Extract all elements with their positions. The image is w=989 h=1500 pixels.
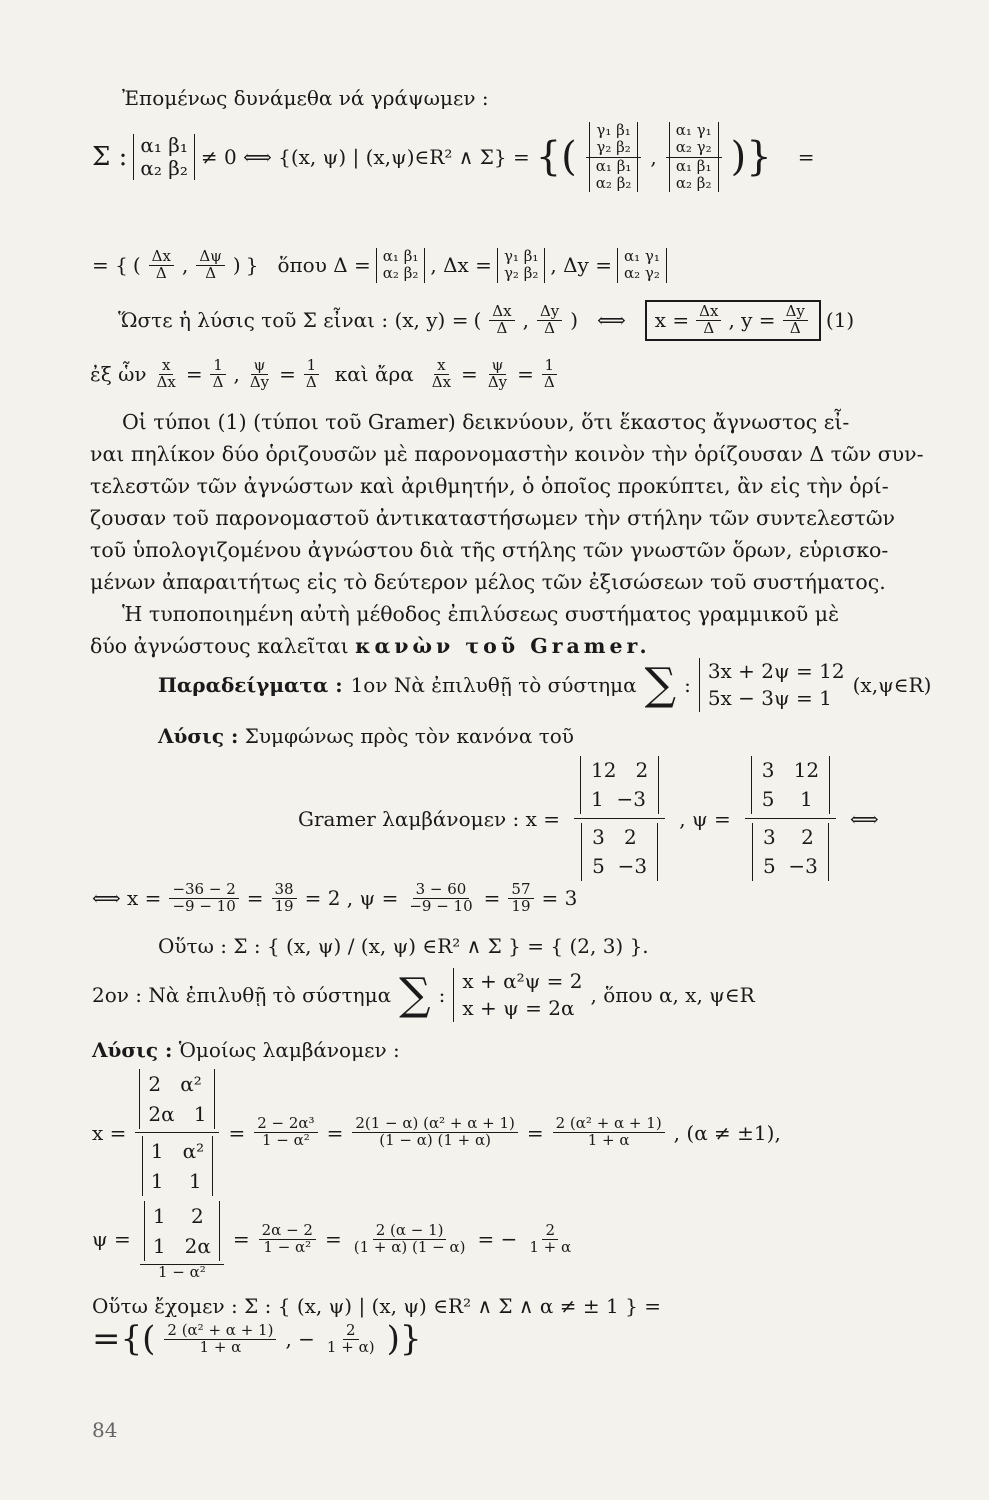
det-row: α₁ β₁: [595, 156, 632, 175]
sum-symbol: ∑: [399, 969, 431, 1020]
rule-name: κανὼν τοῦ Gramer.: [355, 634, 651, 658]
paragraph-line: Ἡ τυποποιημένη αὐτὴ μέθοδος ἐπιλύσεως συστήματος γραμμικοῦ μὲ: [122, 602, 840, 626]
example-text: 1ον Νὰ ἐπιλυθῇ τὸ σύστημα: [350, 673, 637, 697]
determinant: α₁ β₁ α₂ β₂: [376, 248, 426, 283]
condition: , (α ≠ ±1),: [673, 1120, 781, 1145]
set-open: = {: [92, 253, 128, 278]
conclusion-2: Οὕτω ἔχομεν : Σ : { (x, ψ) | (x, ψ) ∈R² ∧ Σ ∧ α ≠ ± 1 } =: [92, 1294, 661, 1318]
det-row: α₁ γ₁: [675, 121, 712, 139]
fraction: $\frac{\Delta y}{\Delta}$: [537, 304, 562, 337]
det-row: α₂ β₂: [140, 156, 188, 180]
solution-2-x: x = 2 α² 2α 1 1 α² 1 1 = $\frac{\text{2 − 2α³}}{\text{1 − α²}}$ = $\frac{\text{2(1 − α) (α² + α + 1)}}{(1 - \alpha) (1 + \alpha)}$ = $\frac{\text{2 (α² + α + 1)}}{1 + \alpha}$ , (α ≠ ±1),: [92, 1066, 781, 1199]
intro-line: Ἐπομένως δυνάμεθα νά γράψωμεν :: [122, 86, 489, 110]
fraction: 1 2 1 2α 1 − α²: [140, 1198, 224, 1281]
system: x + α²ψ = 2 x + ψ = 2α: [453, 968, 582, 1022]
psi-label: , ψ =: [679, 806, 731, 831]
equation-text: ≠ 0 ⟺ {(x, ψ) | (x,ψ)∈R² ∧ Σ} =: [200, 145, 530, 169]
paragraph-line: [90, 634, 960, 658]
paragraph-line: Οἱ τύποι (1) (τύποι τοῦ Gramer) δεικνύουν, ὅτι ἕκαστος ἄγνωστος εἶ-: [122, 410, 850, 434]
det-row: α₂ β₂: [595, 173, 632, 192]
sum-symbol: ∑: [644, 659, 677, 710]
set-close: }: [245, 253, 259, 278]
example-text: 2ον : Νὰ ἐπιλυθῇ τὸ σύστημα: [92, 983, 392, 1007]
solution-label: Λύσις :: [92, 1038, 173, 1062]
fraction: [666, 122, 722, 192]
sigma-label: Σ :: [92, 142, 128, 172]
paragraph-line: τελεστῶν τῶν ἀγνώστων καὶ ἀριθμητήν, ὁ ὁποῖος προκύπτει, ἂν εἰς τὴν ὁρί-: [90, 474, 889, 498]
dy-label: , Δy =: [550, 253, 612, 278]
gramer-equation: [298, 752, 879, 885]
fraction: 2 α² 2α 1 1 α² 1 1: [135, 1066, 219, 1199]
solution-text: Ὁμοίως λαμβάνομεν :: [178, 1038, 400, 1062]
determinant: γ₁ β₁ γ₂ β₂: [497, 248, 545, 283]
paragraph-line: ζουσαν τοῦ παρονομαστοῦ ἀντικαταστήσωμεν τὴν στήλην τῶν συντελεστῶν: [90, 506, 896, 530]
example-2: 2ον : Νὰ ἐπιλυθῇ τὸ σύστημα ∑ : x + α²ψ = 2 x + ψ = 2α , ὅπου α, x, ψ∈R: [92, 969, 755, 1020]
close-brace: )}: [730, 134, 772, 180]
fraction: [586, 122, 642, 192]
paragraph-text: δύο ἀγνώστους καλεῖται: [90, 634, 349, 658]
solution-1-line: [158, 724, 574, 748]
final-set: ={( $\frac{\text{2 (α² + α + 1)}}{1 + \alpha}$ , − $\frac{2}{1 + \alpha)}$ )}: [92, 1319, 422, 1359]
paragraph-line: μένων ἀπαραιτήτως εἰς τὸ δεύτερον μέλος τῶν ἐξισώσεων τοῦ συστήματος.: [90, 570, 886, 594]
boxed-formula: x = $\frac{\Delta x}{\Delta}$ , y = $\frac{\Delta y}{\Delta}$: [645, 300, 821, 341]
determinant: α₁ γ₁ α₂ γ₂: [617, 248, 667, 283]
paragraph-line: ναι πηλίκον δύο ὁριζουσῶν μὲ παρονομαστὴν κοινὸν τὴν ὁρίζουσαν Δ τῶν συν-: [90, 442, 924, 466]
fraction: $\frac{\Delta\psi}{\Delta}$: [196, 249, 225, 282]
fraction: 3 12 5 1 3 2 5 −3: [745, 752, 836, 885]
equation-2: = { ( $\frac{\Delta x}{\Delta}$ , $\frac{\Delta\psi}{\Delta}$ ) } ὅπου Δ = α₁ β₁ α₂ β₂ , Δx = γ₁ β₁ γ₂ β₂ , Δy = α₁ γ₁ α₂ γ₂: [92, 248, 667, 283]
example-1: Παραδείγματα : 1ον Νὰ ἐπιλυθῇ τὸ σύστημα ∑ : 3x + 2ψ = 12 5x − 3ψ = 1 (x,ψ∈R): [158, 659, 932, 710]
equation-1: Σ : α₁ β₁ α₂ β₂ ≠ 0 ⟺ {(x, ψ) | (x,ψ)∈R² ∧ Σ} = {( γ₁ β₁ γ₂ β₂ α₁ β₁ α₂ β₂ , α₁ γ₁ α₂ γ₂ α₁ β₁ α₂ β₂ )} =: [92, 121, 815, 192]
system: 3x + 2ψ = 12 5x − 3ψ = 1: [699, 658, 845, 712]
det-row: α₂ β₂: [675, 173, 712, 192]
fraction: $\frac{\Delta x}{\Delta}$: [489, 304, 514, 337]
domain: (x,ψ∈R): [852, 673, 932, 697]
fraction: 12 2 1 −3 3 2 5 −3: [574, 752, 665, 885]
equation-3: Ὥστε ἡ λύσις τοῦ Σ εἶναι : (x, y) = ( $\frac{\Delta x}{\Delta}$ , $\frac{\Delta y}{\Delta}$ ) ⟺ x = $\frac{\Delta x}{\Delta}$ , y = $\frac{\Delta y}{\Delta}$ (1): [118, 300, 854, 341]
conclusion-1: Οὕτω : Σ : { (x, ψ) / (x, ψ) ∈R² ∧ Σ } = { (2, 3) }.: [158, 934, 649, 958]
dx-label: , Δx =: [430, 253, 492, 278]
domain: , ὅπου α, x, ψ∈R: [590, 983, 755, 1007]
solution-2-line: [92, 1038, 400, 1062]
opou-text: ὅπου Δ =: [277, 253, 371, 278]
examples-label: Παραδείγματα :: [158, 673, 343, 697]
solution-2-psi: ψ = 1 2 1 2α 1 − α² = $\frac{2\alpha - 2}{\text{1 − α²}}$ = $\frac{2 (\alpha - 1)}{(1 + \alpha) (1 - \alpha)}$ = − $\frac{2}{1 + \alpha}$: [92, 1198, 577, 1281]
det-row: γ₂ β₂: [596, 138, 631, 157]
page-number: 84: [92, 1418, 118, 1442]
det-row: α₂ γ₂: [675, 138, 712, 157]
open-brace: {(: [535, 134, 577, 180]
equals: =: [797, 145, 815, 169]
determinant: [133, 134, 194, 180]
det-row: α₁ β₁: [140, 133, 188, 157]
det-row: γ₁ β₁: [596, 121, 631, 139]
equation-4: ἐξ ὧν $\frac{x}{\Delta x}$ = $\frac{1}{\Delta}$ , $\frac{\psi}{\Delta y}$ = $\frac{1}{\Delta}$ καὶ ἄρα $\frac{x}{\Delta x}$ = $\frac{\psi}{\Delta y}$ = $\frac{1}{\Delta}$: [90, 358, 561, 391]
fraction: $\frac{\Delta x}{\Delta}$: [149, 249, 174, 282]
iff-symbol: ⟺: [850, 806, 879, 831]
solution-text: Συμφώνως πρὸς τὸν κανόνα τοῦ: [244, 724, 574, 748]
solution-text: Ὥστε ἡ λύσις τοῦ Σ εἶναι : (x, y) =: [118, 308, 469, 333]
det-row: α₁ β₁: [675, 156, 712, 175]
solution-label: Λύσις :: [158, 724, 239, 748]
calculation-1: ⟺ x = $\frac{-36 - 2}{-9 - 10}$ = $\frac{38}{19}$ = 2 , ψ = $\frac{3 - 60}{-9 - 10}$ = $\frac{57}{19}$ = 3: [92, 880, 578, 915]
gramer-text: Gramer λαμβάνομεν : x =: [298, 806, 560, 831]
paragraph-line: τοῦ ὑπολογιζομένου ἀγνώστου διὰ τῆς στήλης τῶν γνωστῶν ὅρων, εὑρισκο-: [90, 538, 889, 562]
equation-ref: (1): [825, 308, 855, 333]
